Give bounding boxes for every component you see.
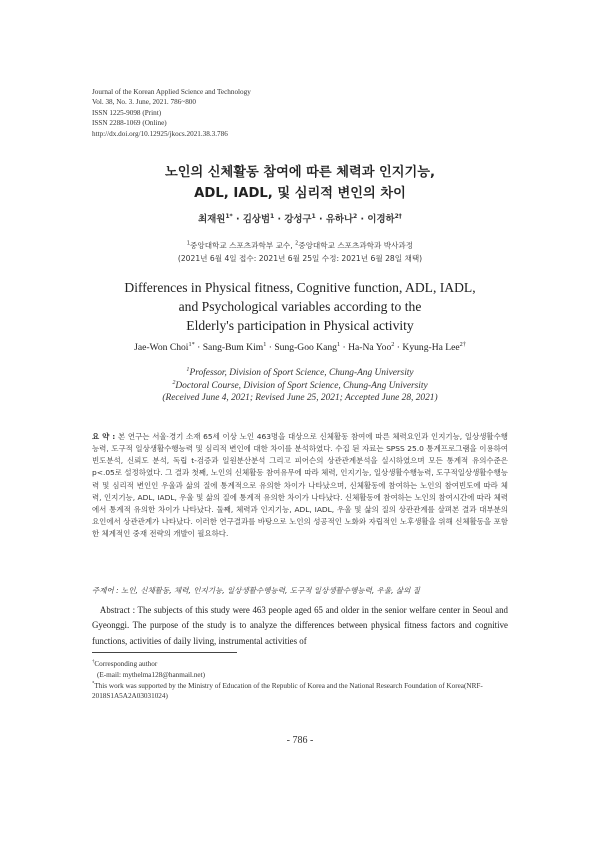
korean-dates: (2021년 6월 4일 접수: 2021년 6월 25일 수정: 2021년 6월 28일 채택) [177,253,423,263]
author-en: Sung-Goo Kang [274,342,337,353]
english-title-line1: Differences in Physical fitness, Cognitive function, ADL, IADL, [124,280,476,295]
english-authors: Jae-Won Choi$^{1*}$ · Sang-Bum Kim$^1$ · Sung-Goo Kang$^1$ · Ha-Na Yoo$^2$ · Kyung-Ha Lee$^{2\dagger}$ [134,340,466,353]
english-abstract [92,603,508,649]
journal-volume: Vol. 38, No. 3. June, 2021. 786~800 [92,98,196,107]
journal-name: Journal of the Korean Applied Science and Technology [92,88,251,96]
english-abstract-text: The subjects of this study were 463 people aged 65 and older in the senior welfare center in Seoul and Gyeonggi. The purpose of the study is to analyze the differences between physical fitness factors and cognitive functions, activities of daily living, instrumental activities of [92,605,508,646]
korean-affiliation [0,240,600,265]
footnotes [92,659,522,702]
journal-doi[interactable]: http://dx.doi.org/10.12925/jkocs.2021.38.3.786 [92,129,228,138]
author-en: Sang-Bum Kim [202,342,264,353]
english-abstract-label: Abstract : [99,605,136,615]
journal-header [92,87,251,139]
author-en: Ha-Na Yoo [348,342,392,353]
author-kr: 유하나 [325,214,354,225]
author-kr: 강성구 [284,214,312,225]
footnote-divider [92,652,237,653]
english-affiliation-2: $^2$Doctoral Course, Division of Sport Science, Chung-Ang University [172,379,428,391]
author-en: Jae-Won Choi [134,342,189,353]
english-dates: (Received June 4, 2021; Revised June 25, 2021; Accepted June 28, 2021) [162,393,438,404]
korean-keywords: 주제어 : 노인, 신체활동, 체력, 인지기능, 일상생활수행능력, 도구적 일상생활수행능력, 우울, 삶의 질 [92,586,420,595]
author-kr: 최재원 [198,214,226,225]
english-title [0,278,600,335]
korean-title-line1: 노인의 신체활동 참여에 따른 체력과 인지기능, [164,165,435,180]
korean-title [0,162,600,204]
author-kr: 김상범 [242,214,271,225]
journal-issn-online: ISSN 2288-1069 (Online) [92,119,167,128]
journal-issn-print: ISSN 1225-9098 (Print) [92,108,162,117]
english-title-line3: Elderly's participation in Physical activity [186,318,414,333]
korean-abstract-text: 본 연구는 서울·경기 소재 65세 이상 노인 463명을 대상으로 신체활동 참여에 따른 체력요인과 인지기능, 일상생활수행능력, 도구적 일상생활수행능력 및 심리적 변인에 대한 차이를 분석하였다. 수집 된 자료는 SPSS 25.0 통계프로그램을 이용하여 빈도분석, 신뢰도 분석, 독립 t-검증과 일원분산분석 그리고 피어슨의 상관관계분석을 실시하였으며 모든 통계적 유의수준은 p<.05로 설정하였다. 그 결과 첫째, 노인의 신체활동 참여유무에 따라 체력, 인지기능, 일상생활수행능력, 도구적일상생활수행능력 및 심리적 변인인 우울과 삶의 질에 통계적으로 유의한 차이가 나타났으며, 신체활동에 참여하는 노인의 참여빈도에 따라 체력, 인지기능, ADL, IADL, 우울 및 삶의 질에 통계적 유의한 차이가 나타났다. 신체활동에 참여하는 노인의 참여시간에 따라 체력에서 통계적 유의한 차이가 나타났다. 둘째, 체력과 인지기능, ADL, IADL, 우울 및 삶의 질의 상관관계를 살펴본 결과 대부분의 요인에서 상관관계가 나타났다. 이러한 연구결과를 바탕으로 노인의 성공적인 노화와 자립적인 노후생활을 위해 신체활동을 포함한 체계적인 중재 전략의 개발이 필요하다. [92,432,508,539]
korean-abstract [92,431,508,540]
english-affiliation-1: $^1$Professor, Division of Sport Science, Chung-Ang University [186,366,414,378]
english-title-line2: and Psychological variables according to the [178,299,422,314]
page-number: - 786 - [286,735,314,746]
korean-abstract-label: 요 약 : [92,432,116,441]
korean-authors: 최재원$^{1*}$ · 김상범$^1$ · 강성구$^1$ · 유하나$^2$ · 이경하$^{2\dagger}$ [198,212,402,225]
author-en: Kyung-Ha Lee [402,342,460,353]
author-kr: 이경하 [367,214,395,225]
corresponding-email: (E-mail: mythelma128@hanmail.net) [97,670,206,679]
english-affiliation [0,367,600,405]
korean-title-line2: ADL, IADL, 및 심리적 변인의 차이 [194,186,406,201]
funding-note: *This work was supported by the Ministry of Education of the Republic of Korea and the National Research Foundation of Korea(NRF-2018S1A5A2A03031024) [92,681,483,701]
corresponding-author: †Corresponding author [92,659,158,668]
korean-affiliation-line: $^1$중앙대학교 스포츠과학부 교수, $^2$중앙대학교 스포츠과학과 박사과정 [186,240,414,250]
